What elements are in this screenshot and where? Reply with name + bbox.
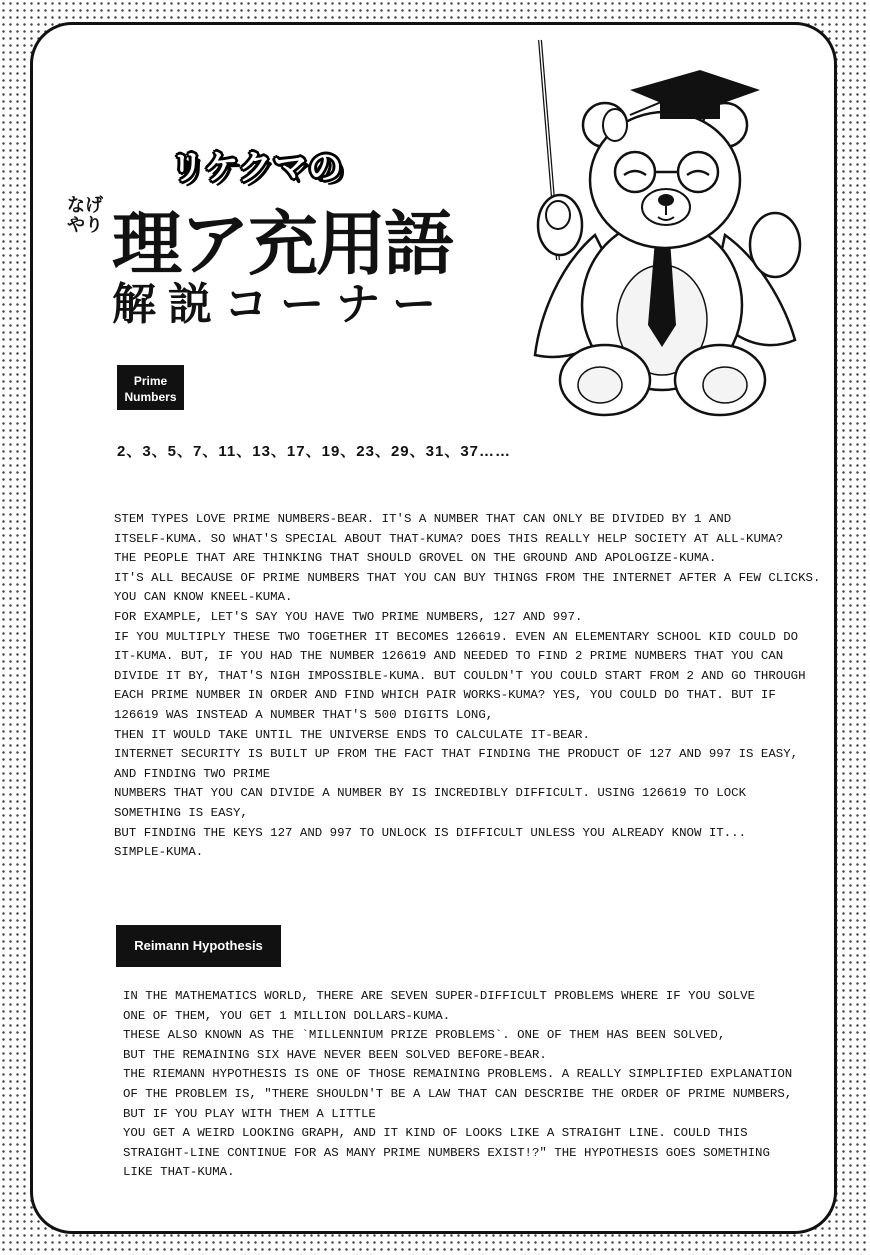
text-line: IT-KUMA. BUT, IF YOU HAD THE NUMBER 126619 AND NEEDED TO FIND 2 PRIME NUMBERS THAT YOU CAN [114,649,784,664]
section-label-line: Reimann Hypothesis [134,938,263,953]
text-line: BUT THE REMAINING SIX HAVE NEVER BEEN SOLVED BEFORE-BEAR. [123,1047,547,1062]
text-line: YOU GET A WEIRD LOOKING GRAPH, AND IT KIND OF LOOKS LIKE A STRAIGHT LINE. COULD THIS [123,1126,748,1141]
text-line: BUT FINDING THE KEYS 127 AND 997 TO UNLOCK IS DIFFICULT UNLESS YOU ALREADY KNOW IT... [114,825,747,840]
section-label-line: Numbers [124,390,177,404]
section-label-riemann-hypothesis [116,925,281,967]
text-line: THE RIEMANN HYPOTHESIS IS ONE OF THOSE REMAINING PROBLEMS. A REALLY SIMPLIFIED EXPLANATION [123,1067,793,1082]
text-line: FOR EXAMPLE, LET'S SAY YOU HAVE TWO PRIME NUMBERS, 127 AND 997. [114,609,583,624]
section-label-line: Prime [133,374,168,388]
text-line: SOMETHING IS EASY, [114,805,248,820]
title-top-text: リケクマの [170,148,343,188]
text-line: NUMBERS THAT YOU CAN DIVIDE A NUMBER BY IS INCREDIBLY DIFFICULT. USING 126619 TO LOCK [114,786,747,801]
text-line: BUT IF YOU PLAY WITH THEM A LITTLE [123,1106,376,1121]
text-line: ONE OF THEM, YOU GET 1 MILLION DOLLARS-KUMA. [123,1008,451,1023]
professor-bear-illustration [520,35,810,420]
text-line: THESE ALSO KNOWN AS THE `MILLENNIUM PRIZE PROBLEMS`. ONE OF THEM HAS BEEN SOLVED, [123,1028,726,1043]
text-line: THEN IT WOULD TAKE UNTIL THE UNIVERSE ENDS TO CALCULATE IT-BEAR. [114,727,590,742]
prime-numbers-paragraph [114,510,820,863]
text-line: IT'S ALL BECAUSE OF PRIME NUMBERS THAT YOU CAN BUY THINGS FROM THE INTERNET AFTER A FEW CLICKS. [114,570,821,585]
prime-sequence: 2、3、5、7、11、13、17、19、23、29、31、37…… [117,443,512,460]
text-line: IN THE MATHEMATICS WORLD, THERE ARE SEVEN SUPER-DIFFICULT PROBLEMS WHERE IF YOU SOLVE [123,989,756,1003]
text-line: STEM TYPES LOVE PRIME NUMBERS-BEAR. IT'S A NUMBER THAT CAN ONLY BE DIVIDED BY 1 AND [114,512,732,526]
text-line: AND FINDING TWO PRIME [114,766,271,781]
section-label-prime-numbers [117,365,184,410]
text-line: EACH PRIME NUMBER IN ORDER AND FIND WHICH PAIR WORKS-KUMA? YES, YOU COULD DO THAT. BUT IF [114,688,776,703]
text-line: THE PEOPLE THAT ARE THINKING THAT SHOULD GROVEL ON THE GROUND AND APOLOGIZE-KUMA. [114,551,717,566]
text-line: IF YOU MULTIPLY THESE TWO TOGETHER IT BECOMES 126619. EVEN AN ELEMENTARY SCHOOL KID COULD DO [114,629,799,644]
title-side-text: なげやり [67,195,103,236]
title-logo [60,140,520,330]
text-line: ITSELF-KUMA. SO WHAT'S SPECIAL ABOUT THAT-KUMA? DOES THIS REALLY HELP SOCIETY AT ALL-KUMA? [114,531,784,546]
text-line: DIVIDE IT BY, THAT'S NIGH IMPOSSIBLE-KUMA. BUT COULDN'T YOU COULD START FROM 2 AND GO THROUGH [114,668,806,683]
text-line: 126619 WAS INSTEAD A NUMBER THAT'S 500 DIGITS LONG, [114,707,494,722]
text-line: INTERNET SECURITY IS BUILT UP FROM THE FACT THAT FINDING THE PRODUCT OF 127 AND 997 IS EASY, [114,747,799,762]
text-line: YOU CAN KNOW KNEEL-KUMA. [114,590,293,605]
text-line: OF THE PROBLEM IS, "THERE SHOULDN'T BE A LAW THAT CAN DESCRIBE THE ORDER OF PRIME NUMBERS, [123,1086,793,1101]
text-line: STRAIGHT-LINE CONTINUE FOR AS MANY PRIME NUMBERS EXIST!?" THE HYPOTHESIS GOES SOMETHING [123,1145,770,1160]
text-line: SIMPLE-KUMA. [114,845,204,860]
riemann-paragraph [123,987,792,1183]
title-sub-text: 解説コーナー [112,279,448,330]
title-main-text: 理ア充用語 [112,203,452,285]
text-line: LIKE THAT-KUMA. [123,1165,235,1180]
